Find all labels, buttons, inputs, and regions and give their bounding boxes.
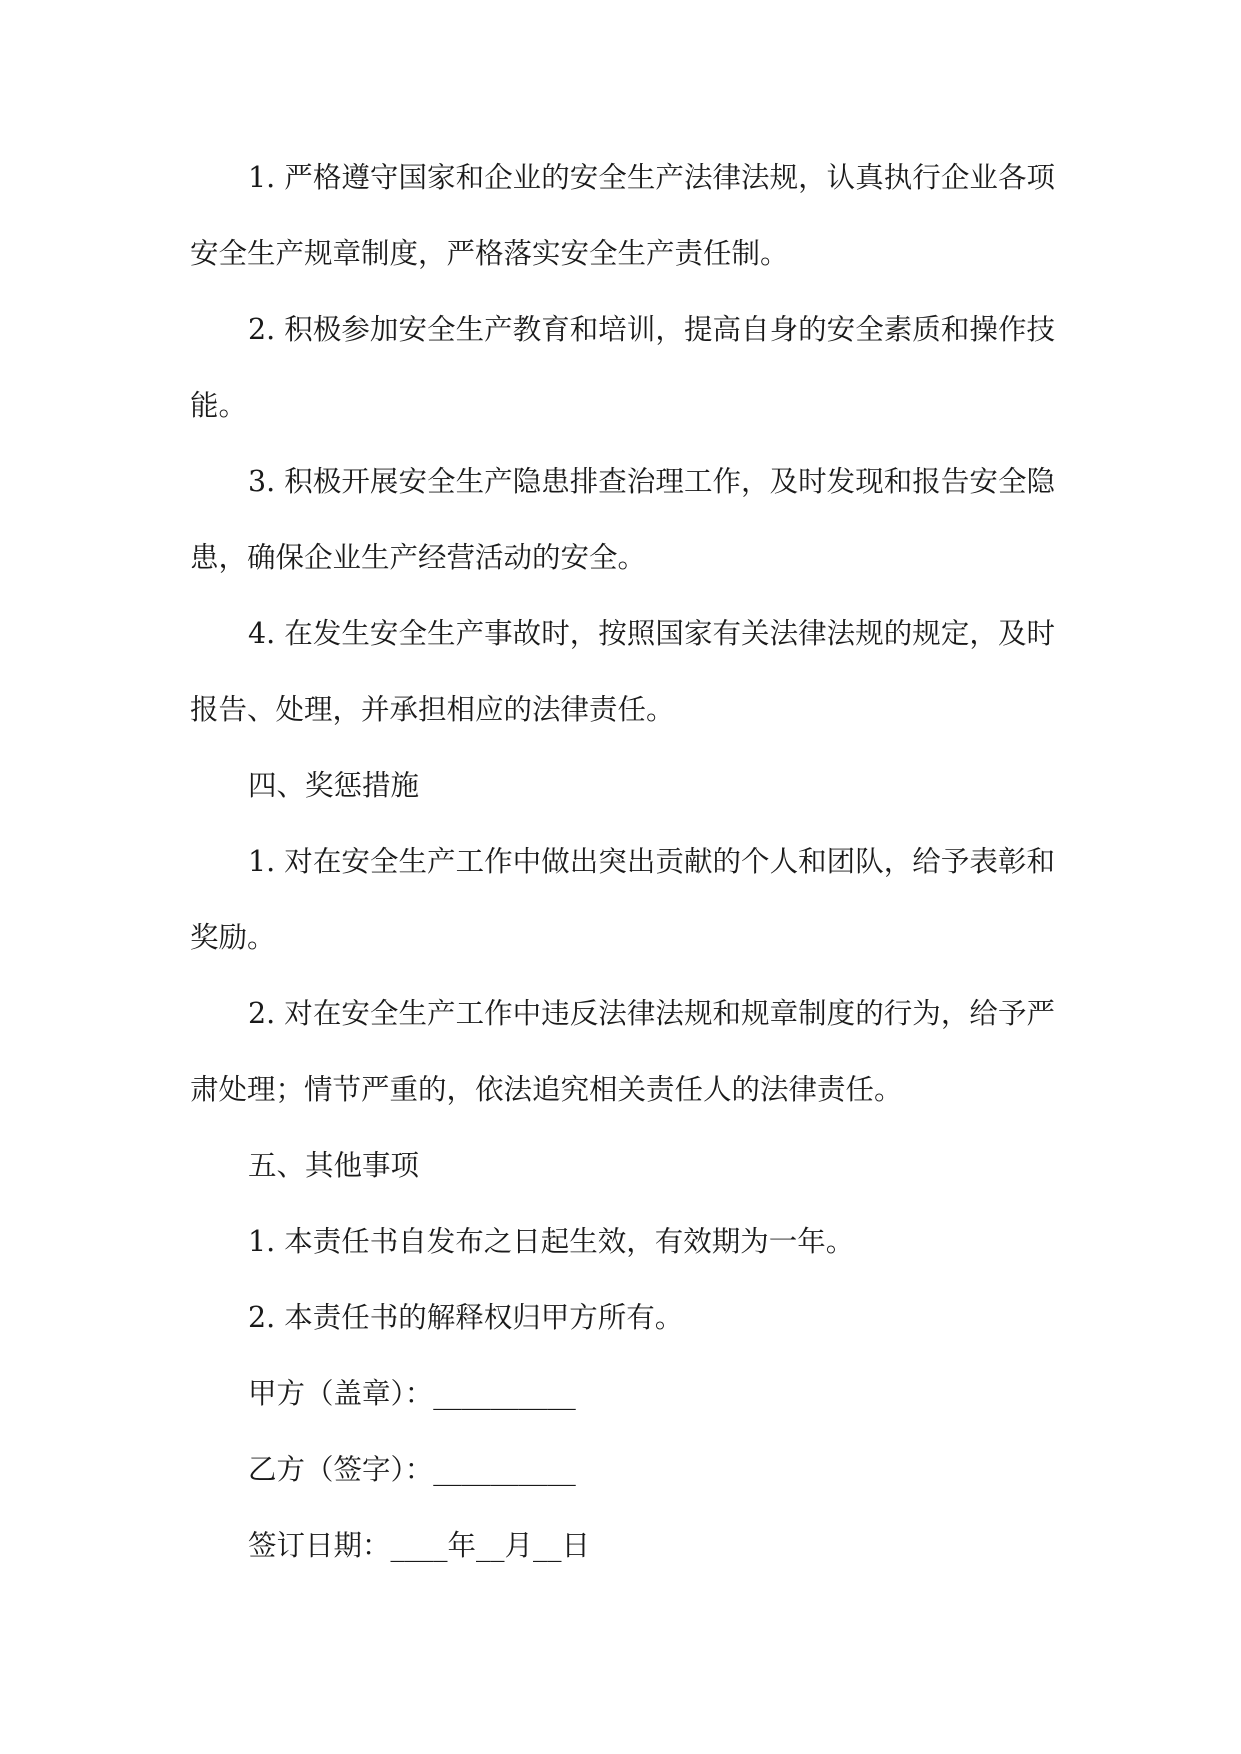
section-heading-other: 五、其他事项	[248, 1149, 420, 1182]
reward-item-1: 1. 对在安全生产工作中做出突出贡献的个人和团队，给予表彰和奖励。	[190, 845, 1055, 954]
duty-item-1: 1. 严格遵守国家和企业的安全生产法律法规，认真执行企业各项安全生产规章制度，严格落实安全生产责任制。	[190, 161, 1055, 270]
section-heading-rewards: 四、奖惩措施	[248, 769, 420, 802]
duty-item-4: 4. 在发生安全生产事故时，按照国家有关法律法规的规定，及时报告、处理，并承担相应的法律责任。	[190, 617, 1055, 726]
reward-item-2: 2. 对在安全生产工作中违反法律法规和规章制度的行为，给予严肃处理；情节严重的，依法追究相关责任人的法律责任。	[190, 997, 1055, 1106]
document-body	[190, 140, 1055, 1584]
other-item-2: 2. 本责任书的解释权归甲方所有。	[248, 1301, 684, 1334]
duty-item-2: 2. 积极参加安全生产教育和培训，提高自身的安全素质和操作技能。	[190, 313, 1055, 422]
sign-date-line: 签订日期：____年__月__日	[248, 1529, 591, 1562]
duty-item-3: 3. 积极开展安全生产隐患排查治理工作，及时发现和报告安全隐患，确保企业生产经营活动的安全。	[190, 465, 1055, 574]
party-b-signature-line: 乙方（签字）：__________	[248, 1453, 576, 1486]
party-a-signature-line: 甲方（盖章）：__________	[248, 1377, 576, 1410]
other-item-1: 1. 本责任书自发布之日起生效，有效期为一年。	[248, 1225, 855, 1258]
